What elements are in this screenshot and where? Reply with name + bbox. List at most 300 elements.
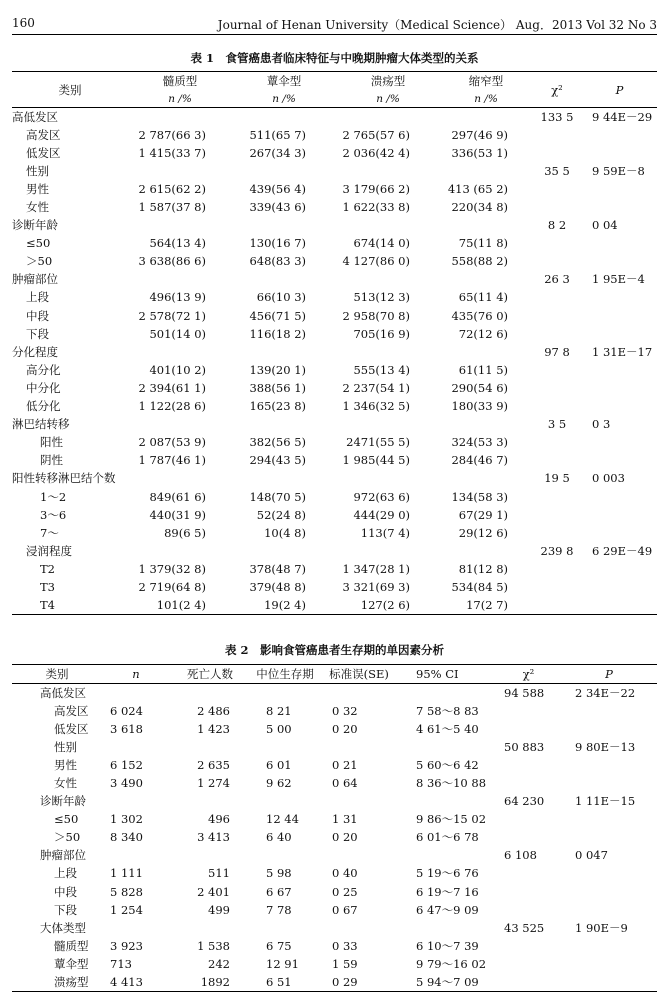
cell-value: 29(12 6) (458, 525, 508, 540)
table-row (12, 252, 657, 270)
row-label: 性别 (54, 739, 77, 754)
p-value (582, 596, 657, 614)
cell-value: 2 394(61 1) (138, 380, 206, 395)
table-row (12, 828, 657, 846)
chi-value (532, 524, 582, 542)
cell-value (128, 469, 232, 487)
p-value (561, 720, 657, 738)
table-row (12, 774, 657, 792)
row-label: 上段 (54, 866, 77, 881)
cell-value: 1 111 (110, 866, 143, 881)
cell-value: 0 33 (332, 938, 358, 953)
cell-value: 242 (208, 956, 230, 971)
cell-value (398, 684, 496, 702)
t2-col-category: 类别 (45, 667, 69, 681)
cell-value (320, 684, 398, 702)
table-row (12, 487, 657, 505)
cell-value: 139(20 1) (249, 362, 306, 377)
cell-value: 0 25 (332, 884, 358, 899)
chi-value: 64 230 (504, 794, 545, 809)
table-row (12, 361, 657, 379)
table-row (12, 469, 657, 487)
cell-value: 713 (110, 956, 132, 971)
p-value (582, 252, 657, 270)
cell-value (336, 216, 440, 234)
chi-value (532, 487, 582, 505)
row-label: 高低发区 (40, 685, 86, 700)
cell-value: 513(12 3) (353, 290, 410, 305)
cell-value: 2 486 (197, 703, 230, 718)
p-value (582, 451, 657, 469)
cell-value (102, 792, 170, 810)
table-row (12, 702, 657, 720)
cell-value: 339(43 6) (249, 200, 306, 215)
cell-value: 9 86～15 02 (416, 812, 487, 827)
table-row (12, 126, 657, 144)
table2-caption: 表 2 影响食管癌患者生存期的单因素分析 (224, 643, 444, 657)
cell-value: 89(6 5) (164, 525, 206, 540)
t1-col-ulcerative: 溃疡型 (370, 74, 406, 89)
cell-value (336, 108, 440, 126)
table-row (12, 108, 657, 126)
p-value: 9 80E－13 (575, 739, 636, 754)
cell-value (128, 343, 232, 361)
row-label: 诊断年龄 (12, 218, 58, 233)
cell-value: 6 75 (266, 938, 292, 953)
cell-value: 294(43 5) (249, 453, 306, 468)
cell-value: 267(34 3) (249, 145, 306, 160)
cell-value (440, 542, 532, 560)
cell-value: 297(46 9) (451, 127, 508, 142)
row-label: 中分化 (26, 380, 61, 395)
chi-value (532, 578, 582, 596)
cell-value: 0 29 (332, 974, 358, 989)
chi-value: 239 8 (540, 543, 574, 558)
chi-value (532, 307, 582, 325)
cell-value: 1 254 (110, 902, 143, 917)
p-value (582, 361, 657, 379)
row-label: ≤50 (26, 236, 51, 251)
cell-value: 435(76 0) (451, 308, 508, 323)
table2 (12, 664, 657, 992)
cell-value: 564(13 4) (149, 236, 206, 251)
row-label: 1～2 (40, 489, 67, 504)
cell-value (336, 162, 440, 180)
p-value: 1 90E－9 (575, 920, 628, 935)
row-label: 诊断年龄 (40, 794, 86, 809)
cell-value: 2 765(57 6) (342, 127, 410, 142)
cell-value: 4 413 (110, 974, 143, 989)
cell-value: 511 (208, 866, 230, 881)
cell-value (232, 108, 336, 126)
cell-value: 511(65 7) (249, 127, 306, 142)
cell-value: 388(56 1) (249, 380, 306, 395)
cell-value: 0 40 (332, 866, 358, 881)
cell-value: 1 587(37 8) (138, 200, 206, 215)
chi-value (496, 883, 561, 901)
cell-value: 17(2 7) (466, 597, 508, 612)
cell-value: 67(29 1) (458, 507, 508, 522)
p-value (582, 288, 657, 306)
p-value (582, 126, 657, 144)
cell-value (232, 343, 336, 361)
cell-value: 5 19～6 76 (416, 866, 479, 881)
row-label: T4 (40, 597, 55, 612)
table-row (12, 144, 657, 162)
cell-value: 148(70 5) (249, 489, 306, 504)
cell-value (128, 415, 232, 433)
row-label: 男性 (54, 757, 77, 772)
table-row (12, 937, 657, 955)
cell-value: 12 91 (266, 956, 299, 971)
cell-value: 674(14 0) (353, 236, 410, 251)
cell-value: 5 94～7 09 (416, 974, 479, 989)
running-header (12, 14, 657, 35)
t1-col-medullary: 髓质型 (162, 74, 198, 89)
cell-value (398, 738, 496, 756)
cell-value: 2 958(70 8) (342, 308, 410, 323)
cell-value (232, 469, 336, 487)
page-number: 160 (12, 16, 35, 30)
row-label: 阳性 (40, 435, 63, 450)
row-label: 女性 (54, 776, 77, 791)
cell-value: 1 346(32 5) (342, 399, 410, 414)
chi-value (532, 433, 582, 451)
cell-value (250, 792, 320, 810)
journal-info: Journal of Henan University（Medical Science） Aug．2013 Vol 32 No 3 (217, 18, 657, 32)
t1-col-chi: χ² (551, 82, 563, 97)
row-label: T3 (40, 579, 55, 594)
p-value (582, 433, 657, 451)
row-label: 低发区 (54, 721, 89, 736)
row-label: 阳性转移淋巴结个数 (12, 471, 116, 486)
cell-value (128, 216, 232, 234)
chi-value: 26 3 (544, 272, 570, 287)
cell-value: 65(11 4) (458, 290, 508, 305)
p-value: 0 3 (592, 417, 611, 432)
table-row (12, 756, 657, 774)
cell-value: 444(29 0) (353, 507, 410, 522)
cell-value: 2 635 (197, 757, 230, 772)
cell-value: 3 413 (197, 830, 230, 845)
row-label: 大体类型 (40, 920, 86, 935)
chi-value (496, 864, 561, 882)
cell-value (320, 846, 398, 864)
cell-value: 6 19～7 16 (416, 884, 479, 899)
chi-value (532, 451, 582, 469)
cell-value (250, 738, 320, 756)
cell-value: 116(18 2) (249, 326, 306, 341)
row-label: 下段 (26, 326, 49, 341)
row-label: 男性 (26, 181, 49, 196)
cell-value: 2 237(54 1) (342, 380, 410, 395)
t1-col-category: 类别 (58, 82, 82, 97)
t2-col-n: n (132, 667, 140, 681)
chi-value (496, 973, 561, 991)
cell-value (320, 738, 398, 756)
cell-value: 2471(55 5) (346, 435, 410, 450)
cell-value: 180(33 9) (451, 399, 508, 414)
cell-value: 496(13 9) (149, 290, 206, 305)
cell-value: 3 638(86 6) (138, 254, 206, 269)
cell-value: 1 787(46 1) (138, 453, 206, 468)
table-row (12, 397, 657, 415)
p-value: 1 95E－4 (592, 272, 645, 287)
cell-value (102, 738, 170, 756)
cell-value: 2 578(72 1) (138, 308, 206, 323)
p-value (561, 756, 657, 774)
table-row (12, 684, 657, 702)
cell-value: 336(53 1) (451, 145, 508, 160)
cell-value: 1892 (200, 974, 230, 989)
cell-value: 284(46 7) (451, 453, 508, 468)
chi-value (532, 361, 582, 379)
cell-value (398, 792, 496, 810)
t1-col-stricture: 缩窄型 (468, 74, 504, 89)
chi-value (532, 198, 582, 216)
cell-value (128, 542, 232, 560)
table-row (12, 288, 657, 306)
t2-col-chi: χ² (522, 667, 535, 681)
cell-value (336, 542, 440, 560)
cell-value: 127(2 6) (360, 597, 410, 612)
cell-value: 5 98 (266, 866, 292, 881)
p-value (561, 883, 657, 901)
table-row (12, 738, 657, 756)
table-row (12, 864, 657, 882)
row-label: 中段 (26, 308, 49, 323)
table-row (12, 810, 657, 828)
cell-value: 496 (208, 812, 230, 827)
p-value: 9 44E－29 (592, 109, 653, 124)
row-label: 高低发区 (12, 109, 58, 124)
t2-col-median: 中位生存期 (256, 667, 314, 681)
cell-value (398, 919, 496, 937)
p-value (582, 198, 657, 216)
table-row (12, 180, 657, 198)
row-label: 肿瘤部位 (40, 848, 86, 863)
cell-value (128, 270, 232, 288)
cell-value (336, 270, 440, 288)
t2-col-deaths: 死亡人数 (187, 667, 233, 681)
chi-value: 43 525 (504, 920, 545, 935)
chi-value: 97 8 (544, 344, 570, 359)
t1-sub-4: n /% (474, 92, 498, 105)
p-value (561, 901, 657, 919)
chi-value (532, 288, 582, 306)
p-value (561, 828, 657, 846)
chi-value (496, 702, 561, 720)
cell-value: 4 127(86 0) (342, 254, 410, 269)
p-value: 9 59E－8 (592, 163, 645, 178)
row-label: 下段 (54, 902, 77, 917)
cell-value: 61(11 5) (458, 362, 508, 377)
chi-value (496, 774, 561, 792)
cell-value (170, 919, 250, 937)
cell-value (250, 684, 320, 702)
p-value: 0 047 (575, 848, 608, 863)
p-value (561, 702, 657, 720)
row-label: 肿瘤部位 (12, 272, 58, 287)
p-value (561, 955, 657, 973)
row-label: 阴性 (40, 453, 63, 468)
cell-value: 5 00 (266, 721, 292, 736)
cell-value: 3 618 (110, 721, 143, 736)
table-row (12, 846, 657, 864)
row-label: 分化程度 (12, 344, 58, 359)
table-row (12, 578, 657, 596)
cell-value: 290(54 6) (451, 380, 508, 395)
cell-value: 7 58～8 83 (416, 703, 479, 718)
cell-value: 1 622(33 8) (342, 200, 410, 215)
cell-value: 113(7 4) (360, 525, 410, 540)
table-row (12, 343, 657, 361)
row-label: 高发区 (26, 127, 61, 142)
cell-value: 4 61～5 40 (416, 721, 479, 736)
cell-value: 401(10 2) (149, 362, 206, 377)
cell-value: 220(34 8) (451, 200, 508, 215)
p-value (582, 578, 657, 596)
cell-value: 8 340 (110, 830, 143, 845)
row-label: 女性 (26, 200, 49, 215)
cell-value (170, 846, 250, 864)
row-label: 髓质型 (54, 938, 89, 953)
table-row (12, 560, 657, 578)
cell-value: 379(48 8) (249, 579, 306, 594)
p-value: 2 34E－22 (575, 685, 636, 700)
row-label: 低分化 (26, 399, 61, 414)
cell-value: 0 64 (332, 776, 358, 791)
cell-value: 8 21 (266, 703, 292, 718)
cell-value: 6 40 (266, 830, 292, 845)
cell-value: 1 31 (332, 812, 358, 827)
cell-value: 6 47～9 09 (416, 902, 479, 917)
chi-value (532, 180, 582, 198)
cell-value (232, 270, 336, 288)
cell-value: 3 490 (110, 776, 143, 791)
chi-value: 6 108 (504, 848, 537, 863)
row-label: ＞50 (26, 254, 53, 269)
cell-value: 3 923 (110, 938, 143, 953)
row-label: 高发区 (54, 703, 89, 718)
row-label: 7～ (40, 525, 59, 540)
cell-value: 101(2 4) (156, 597, 206, 612)
cell-value (250, 846, 320, 864)
cell-value (398, 846, 496, 864)
table-row (12, 415, 657, 433)
p-value: 0 003 (592, 471, 625, 486)
cell-value: 1 985(44 5) (342, 453, 410, 468)
cell-value: 7 78 (266, 902, 292, 917)
cell-value (440, 216, 532, 234)
chi-value (532, 397, 582, 415)
row-label: 高分化 (26, 362, 61, 377)
table-row (12, 325, 657, 343)
chi-value (532, 144, 582, 162)
table-row (12, 234, 657, 252)
cell-value: 9 79～16 02 (416, 956, 487, 971)
cell-value: 5 828 (110, 884, 143, 899)
p-value (582, 234, 657, 252)
chi-value (532, 560, 582, 578)
cell-value (232, 415, 336, 433)
chi-value (532, 252, 582, 270)
cell-value: 558(88 2) (451, 254, 508, 269)
table1 (12, 71, 657, 615)
cell-value (102, 684, 170, 702)
cell-value: 705(16 9) (353, 326, 410, 341)
cell-value: 0 20 (332, 830, 358, 845)
cell-value: 1 59 (332, 956, 358, 971)
table-row (12, 792, 657, 810)
p-value (561, 810, 657, 828)
cell-value (440, 415, 532, 433)
chi-value (496, 756, 561, 774)
table-row (12, 379, 657, 397)
cell-value: 2 787(66 3) (138, 127, 206, 142)
cell-value: 72(12 6) (458, 326, 508, 341)
chi-value (532, 506, 582, 524)
chi-value: 94 588 (504, 685, 545, 700)
cell-value: 6 024 (110, 703, 143, 718)
row-label: 上段 (26, 290, 49, 305)
cell-value: 52(24 8) (256, 507, 306, 522)
cell-value: 849(61 6) (149, 489, 206, 504)
chi-value (496, 828, 561, 846)
cell-value (440, 469, 532, 487)
cell-value: 648(83 3) (249, 254, 306, 269)
cell-value (170, 792, 250, 810)
cell-value: 6 01～6 78 (416, 830, 479, 845)
cell-value: 439(56 4) (249, 181, 306, 196)
chi-value (532, 596, 582, 614)
cell-value: 1 415(33 7) (138, 145, 206, 160)
row-label: 性别 (26, 163, 49, 178)
chi-value (496, 955, 561, 973)
cell-value: 1 122(28 6) (138, 399, 206, 414)
cell-value (440, 162, 532, 180)
row-label: ≤50 (54, 812, 79, 827)
t1-sub-2: n /% (272, 92, 296, 105)
t1-col-fungating: 蕈伞型 (266, 74, 302, 89)
p-value (582, 325, 657, 343)
table1-caption: 表 1 食管癌患者临床特征与中晚期肿瘤大体类型的关系 (190, 51, 479, 65)
p-value: 1 11E－15 (575, 794, 636, 809)
t1-col-p: P (615, 82, 624, 97)
cell-value: 440(31 9) (149, 507, 206, 522)
cell-value: 1 538 (197, 938, 230, 953)
chi-value (532, 126, 582, 144)
p-value (561, 973, 657, 991)
cell-value: 1 302 (110, 812, 143, 827)
chi-value: 35 5 (544, 163, 570, 178)
cell-value: 1 347(28 1) (342, 561, 410, 576)
table-row (12, 524, 657, 542)
cell-value (128, 108, 232, 126)
chi-value: 50 883 (504, 739, 545, 754)
cell-value: 0 21 (332, 757, 358, 772)
p-value (582, 524, 657, 542)
chi-value: 3 5 (547, 417, 567, 432)
table-row (12, 542, 657, 560)
p-value: 6 29E－49 (592, 543, 653, 558)
p-value (582, 307, 657, 325)
cell-value: 10(4 8) (264, 525, 306, 540)
t2-col-se: 标准误(SE) (329, 667, 389, 681)
p-value (561, 774, 657, 792)
cell-value: 81(12 8) (458, 561, 508, 576)
cell-value (232, 542, 336, 560)
